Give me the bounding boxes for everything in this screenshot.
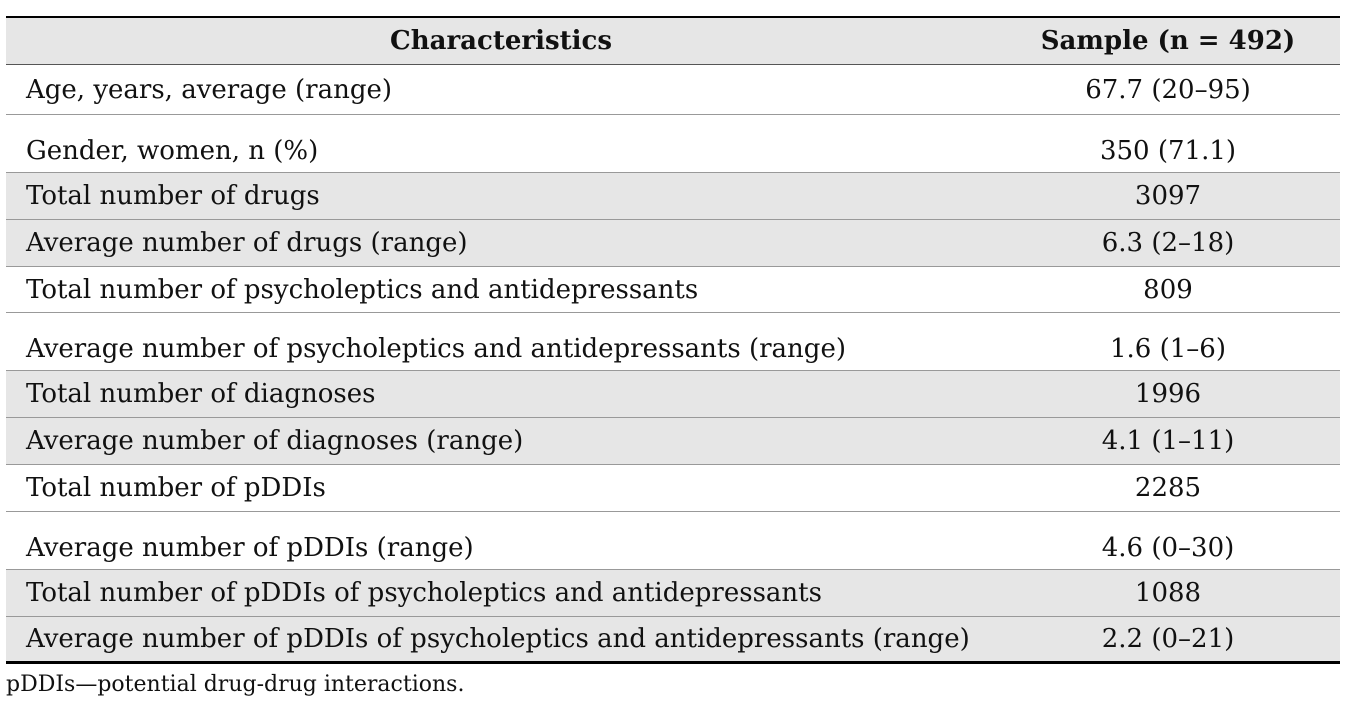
table-row xyxy=(6,465,1340,512)
row-label: Total number of pDDIs of psycholeptics and antidepressants xyxy=(6,570,996,617)
row-value: 4.1 (1–11) xyxy=(996,418,1340,465)
row-value: 2.2 (0–21) xyxy=(996,617,1340,663)
table-header-row xyxy=(6,17,1340,65)
row-value: 3097 xyxy=(996,173,1340,220)
row-label: Average number of psycholeptics and antidepressants (range) xyxy=(6,313,996,371)
row-value: 1996 xyxy=(996,371,1340,418)
table-row xyxy=(6,371,1340,418)
row-label: Average number of pDDIs (range) xyxy=(6,512,996,570)
row-label: Average number of diagnoses (range) xyxy=(6,418,996,465)
characteristics-table xyxy=(6,16,1340,664)
row-label: Total number of pDDIs xyxy=(6,465,996,512)
column-header-characteristics: Characteristics xyxy=(6,17,996,65)
row-label: Average number of pDDIs of psycholeptics and antidepressants (range) xyxy=(6,617,996,663)
table-row xyxy=(6,115,1340,173)
row-value: 1.6 (1–6) xyxy=(996,313,1340,371)
row-value: 2285 xyxy=(996,465,1340,512)
row-value: 809 xyxy=(996,267,1340,313)
row-label: Total number of drugs xyxy=(6,173,996,220)
characteristics-table-container xyxy=(6,16,1340,664)
table-row xyxy=(6,418,1340,465)
row-label: Age, years, average (range) xyxy=(6,65,996,115)
column-header-sample: Sample (n = 492) xyxy=(996,17,1340,65)
row-value: 67.7 (20–95) xyxy=(996,65,1340,115)
table-row xyxy=(6,512,1340,570)
row-value: 6.3 (2–18) xyxy=(996,220,1340,267)
table-row xyxy=(6,570,1340,617)
table-row xyxy=(6,220,1340,267)
row-value: 1088 xyxy=(996,570,1340,617)
row-label: Total number of psycholeptics and antidepressants xyxy=(6,267,996,313)
table-row xyxy=(6,65,1340,115)
row-label: Gender, women, n (%) xyxy=(6,115,996,173)
row-label: Average number of drugs (range) xyxy=(6,220,996,267)
row-value: 350 (71.1) xyxy=(996,115,1340,173)
row-value: 4.6 (0–30) xyxy=(996,512,1340,570)
table-row xyxy=(6,313,1340,371)
row-label: Total number of diagnoses xyxy=(6,371,996,418)
table-row xyxy=(6,173,1340,220)
table-row xyxy=(6,617,1340,663)
table-footnote: pDDIs—potential drug-drug interactions. xyxy=(6,672,465,697)
table-row xyxy=(6,267,1340,313)
